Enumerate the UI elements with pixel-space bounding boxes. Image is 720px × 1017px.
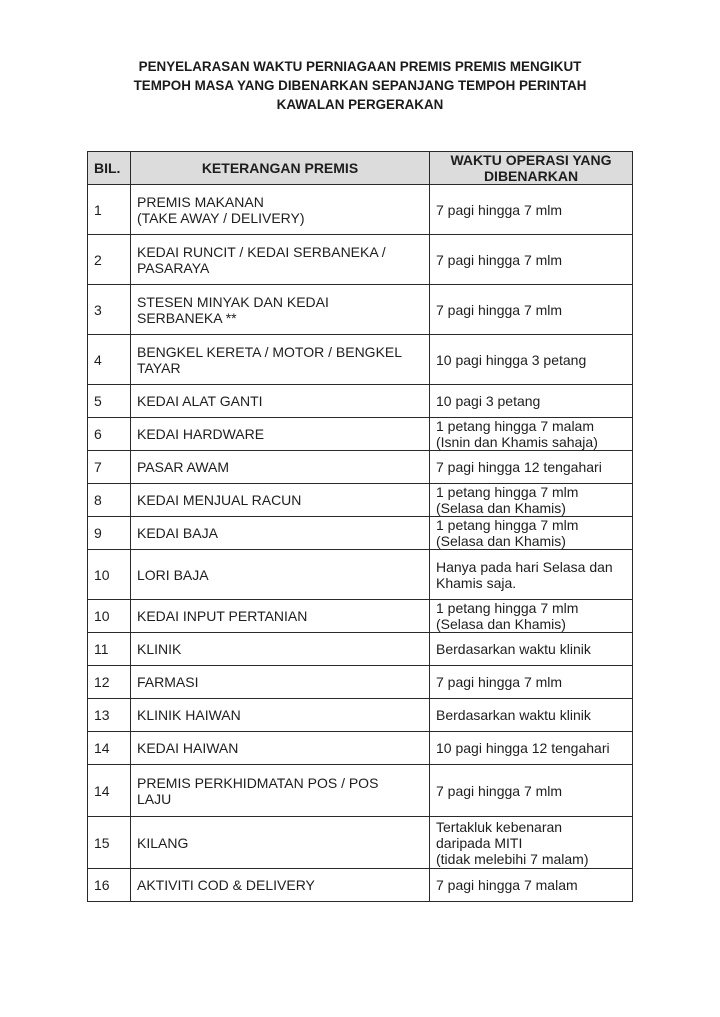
- waktu-line: 1 petang hingga 7 mlm: [436, 484, 579, 500]
- cell-keterangan: [131, 285, 430, 335]
- table-row: [88, 484, 633, 517]
- waktu-line: 10 pagi hingga 3 petang: [436, 351, 587, 368]
- keterangan-line: LORI BAJA: [137, 566, 209, 583]
- waktu-line: (Selasa dan Khamis): [436, 616, 566, 632]
- table-row: [88, 517, 633, 550]
- waktu-line: daripada MITI: [436, 834, 523, 851]
- waktu-line: (Isnin dan Khamis sahaja): [436, 434, 598, 450]
- waktu-line: (tidak melebihi 7 malam): [436, 850, 589, 867]
- header-waktu: [430, 152, 633, 185]
- cell-waktu: [430, 765, 633, 817]
- cell-waktu: [430, 451, 633, 484]
- table-row: [88, 418, 633, 451]
- cell-bil: 14: [88, 765, 131, 817]
- keterangan-line: LAJU: [137, 790, 172, 807]
- title-line: PENYELARASAN WAKTU PERNIAGAAN PREMIS PREMIS MENGIKUT: [138, 59, 582, 74]
- premises-hours-table: [87, 151, 633, 902]
- cell-keterangan: [131, 869, 430, 902]
- cell-bil: 6: [88, 418, 131, 451]
- keterangan-line: SERBANEKA **: [137, 309, 237, 326]
- keterangan-line: TAYAR: [137, 359, 181, 376]
- cell-bil: 5: [88, 385, 131, 418]
- table-row: [88, 185, 633, 235]
- waktu-line: Berdasarkan waktu klinik: [436, 707, 591, 723]
- keterangan-line: PASAR AWAM: [137, 459, 230, 475]
- keterangan-line: KEDAI HAIWAN: [137, 740, 239, 756]
- table-row: [88, 335, 633, 385]
- table-row: [88, 817, 633, 869]
- title-line: TEMPOH MASA YANG DIBENARKAN SEPANJANG TEMPOH PERINTAH: [133, 78, 587, 93]
- cell-bil: 4: [88, 335, 131, 385]
- table-row: [88, 666, 633, 699]
- waktu-line: 10 pagi hingga 12 tengahari: [436, 740, 610, 756]
- cell-waktu: [430, 385, 633, 418]
- waktu-line: 1 petang hingga 7 mlm: [436, 600, 579, 616]
- header-waktu-line: DIBENARKAN: [483, 168, 579, 184]
- cell-bil: 10: [88, 600, 131, 633]
- cell-bil: 2: [88, 235, 131, 285]
- waktu-line: Hanya pada hari Selasa dan: [436, 558, 613, 575]
- keterangan-line: PASARAYA: [137, 259, 210, 276]
- cell-keterangan: [131, 666, 430, 699]
- cell-keterangan: [131, 517, 430, 550]
- document-title: [90, 57, 630, 114]
- keterangan-line: FARMASI: [137, 674, 199, 690]
- table-row: [88, 699, 633, 732]
- cell-keterangan: [131, 699, 430, 732]
- table-row: [88, 765, 633, 817]
- cell-keterangan: [131, 633, 430, 666]
- title-line: KAWALAN PERGERAKAN: [276, 97, 444, 112]
- cell-keterangan: [131, 600, 430, 633]
- cell-bil: 9: [88, 517, 131, 550]
- waktu-line: 7 pagi hingga 7 mlm: [436, 301, 563, 318]
- keterangan-line: (TAKE AWAY / DELIVERY): [137, 209, 305, 226]
- cell-keterangan: [131, 484, 430, 517]
- cell-keterangan: [131, 185, 430, 235]
- cell-keterangan: [131, 732, 430, 765]
- cell-waktu: [430, 633, 633, 666]
- cell-bil: 1: [88, 185, 131, 235]
- table-row: [88, 385, 633, 418]
- keterangan-line: KILANG: [137, 834, 189, 851]
- cell-waktu: [430, 185, 633, 235]
- header-waktu-line: WAKTU OPERASI YANG: [450, 152, 612, 168]
- cell-waktu: [430, 235, 633, 285]
- waktu-line: 7 pagi hingga 7 mlm: [436, 782, 563, 799]
- keterangan-line: KEDAI ALAT GANTI: [137, 393, 263, 409]
- cell-keterangan: [131, 235, 430, 285]
- cell-bil: 8: [88, 484, 131, 517]
- cell-keterangan: [131, 418, 430, 451]
- waktu-line: 7 pagi hingga 7 mlm: [436, 201, 563, 218]
- table-row: [88, 285, 633, 335]
- keterangan-line: STESEN MINYAK DAN KEDAI: [137, 293, 329, 310]
- keterangan-line: BENGKEL KERETA / MOTOR / BENGKEL: [137, 343, 403, 360]
- cell-keterangan: [131, 550, 430, 600]
- table-row: [88, 550, 633, 600]
- cell-keterangan: [131, 817, 430, 869]
- table-header-row: [88, 152, 633, 185]
- waktu-line: 1 petang hingga 7 mlm: [436, 517, 579, 533]
- cell-waktu: [430, 699, 633, 732]
- cell-bil: 14: [88, 732, 131, 765]
- cell-bil: 3: [88, 285, 131, 335]
- cell-waktu: [430, 732, 633, 765]
- keterangan-line: PREMIS PERKHIDMATAN POS / POS: [137, 774, 379, 791]
- table-row: [88, 633, 633, 666]
- keterangan-line: KLINIK HAIWAN: [137, 707, 241, 723]
- waktu-line: 7 pagi hingga 7 mlm: [436, 251, 563, 268]
- waktu-line: 7 pagi hingga 12 tengahari: [436, 459, 602, 475]
- table-row: [88, 869, 633, 902]
- keterangan-line: AKTIVITI COD & DELIVERY: [137, 877, 315, 893]
- waktu-line: Khamis saja.: [436, 574, 517, 591]
- cell-keterangan: [131, 335, 430, 385]
- waktu-line: Berdasarkan waktu klinik: [436, 641, 591, 657]
- cell-bil: 11: [88, 633, 131, 666]
- cell-bil: 13: [88, 699, 131, 732]
- keterangan-line: KEDAI HARDWARE: [137, 426, 265, 442]
- keterangan-line: PREMIS MAKANAN: [137, 193, 264, 210]
- waktu-line: 7 pagi hingga 7 malam: [436, 877, 578, 893]
- cell-keterangan: [131, 451, 430, 484]
- cell-bil: 10: [88, 550, 131, 600]
- table-row: [88, 235, 633, 285]
- table-row: [88, 600, 633, 633]
- cell-bil: 16: [88, 869, 131, 902]
- table-row: [88, 732, 633, 765]
- cell-waktu: [430, 817, 633, 869]
- cell-waktu: [430, 517, 633, 550]
- cell-keterangan: [131, 385, 430, 418]
- cell-bil: 15: [88, 817, 131, 869]
- cell-waktu: [430, 869, 633, 902]
- waktu-line: Tertakluk kebenaran: [436, 818, 563, 835]
- waktu-line: 1 petang hingga 7 malam: [436, 418, 594, 434]
- waktu-line: (Selasa dan Khamis): [436, 533, 566, 549]
- cell-waktu: [430, 335, 633, 385]
- table-body: [88, 185, 633, 902]
- keterangan-line: KEDAI MENJUAL RACUN: [137, 492, 302, 508]
- cell-keterangan: [131, 765, 430, 817]
- keterangan-line: KLINIK: [137, 641, 182, 657]
- waktu-line: 10 pagi 3 petang: [436, 393, 541, 409]
- waktu-line: (Selasa dan Khamis): [436, 500, 566, 516]
- cell-waktu: [430, 600, 633, 633]
- header-bil: BIL.: [88, 152, 131, 185]
- cell-waktu: [430, 418, 633, 451]
- keterangan-line: KEDAI RUNCIT / KEDAI SERBANEKA /: [137, 243, 386, 260]
- cell-bil: 12: [88, 666, 131, 699]
- cell-waktu: [430, 550, 633, 600]
- keterangan-line: KEDAI BAJA: [137, 525, 218, 541]
- cell-bil: 7: [88, 451, 131, 484]
- table-row: [88, 451, 633, 484]
- keterangan-line: KEDAI INPUT PERTANIAN: [137, 608, 308, 624]
- cell-waktu: [430, 484, 633, 517]
- header-keterangan: KETERANGAN PREMIS: [131, 152, 430, 185]
- waktu-line: 7 pagi hingga 7 mlm: [436, 674, 563, 690]
- cell-waktu: [430, 666, 633, 699]
- cell-waktu: [430, 285, 633, 335]
